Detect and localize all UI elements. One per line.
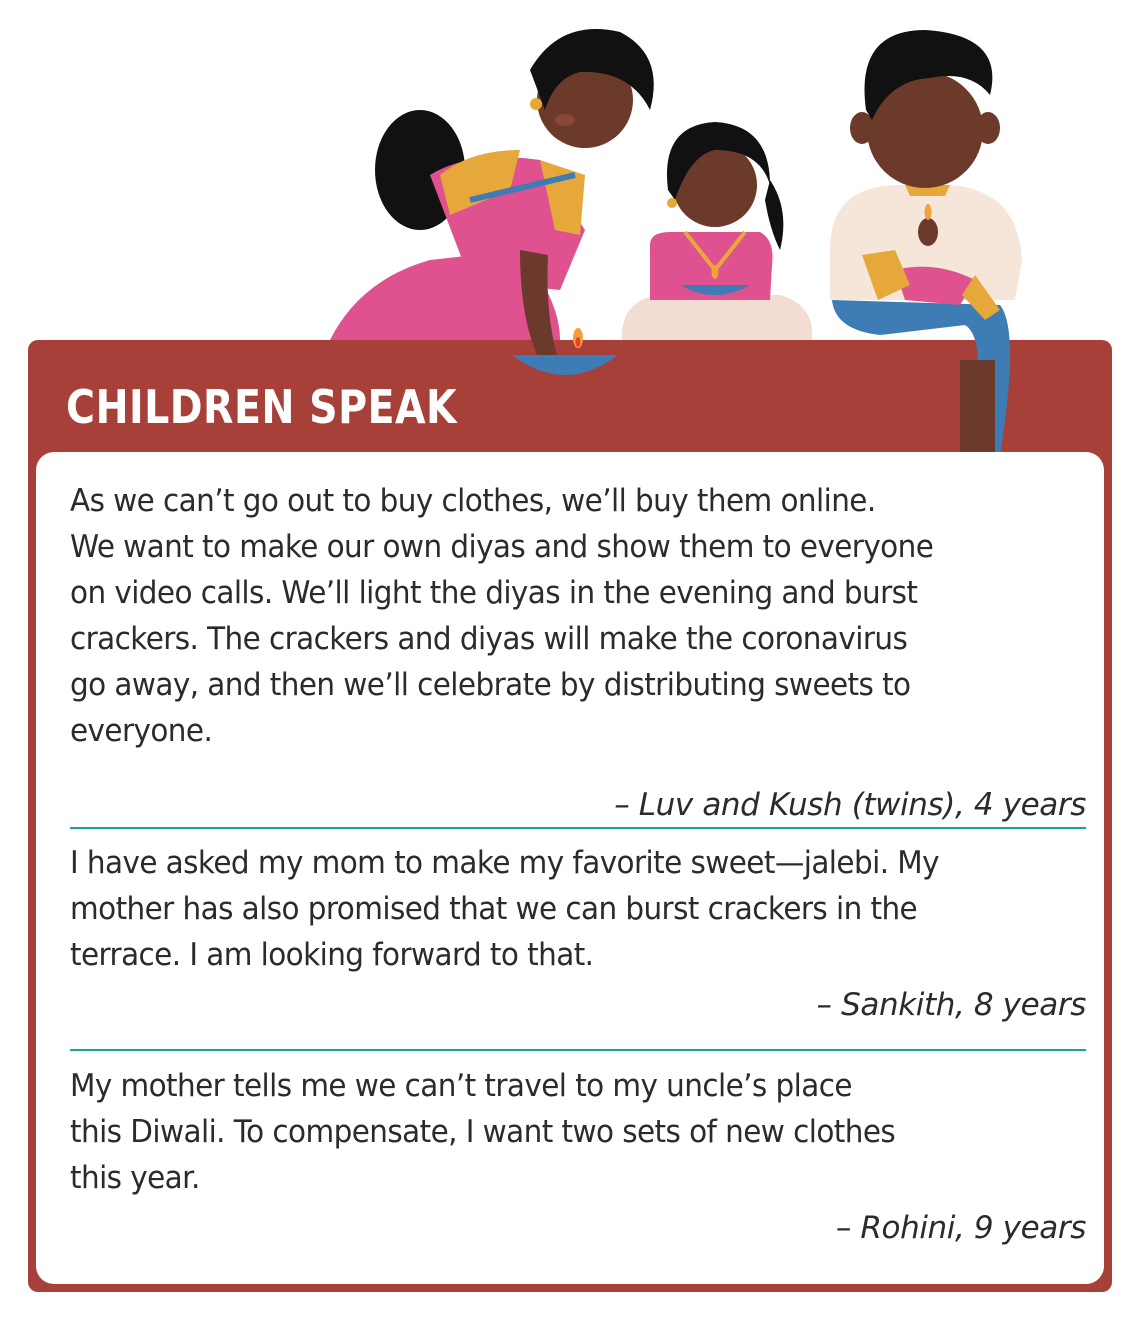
quotes-card bbox=[36, 452, 1104, 1284]
quote-author: – Luv and Kush (twins), 4 years bbox=[614, 787, 1086, 823]
mother-figure bbox=[330, 29, 654, 370]
quote-text: My mother tells me we can’t travel to my uncle’s place this Diwali. To compensate, I want two sets of new clothes this year. bbox=[70, 1068, 896, 1196]
girl-figure bbox=[622, 122, 812, 340]
quote-sankith bbox=[70, 840, 1086, 1023]
quote-luv-kush bbox=[70, 478, 1086, 823]
quote-rohini bbox=[70, 1063, 1086, 1246]
panel-heading: CHILDREN SPEAK bbox=[66, 380, 458, 434]
boy-figure bbox=[830, 30, 1022, 455]
quote-divider bbox=[70, 827, 1086, 829]
quote-author: – Sankith, 8 years bbox=[816, 987, 1086, 1023]
quote-author: – Rohini, 9 years bbox=[835, 1210, 1086, 1246]
family-lighting-diyas-illustration bbox=[300, 0, 1030, 460]
quote-divider bbox=[70, 1049, 1086, 1051]
quote-text: As we can’t go out to buy clothes, we’ll buy them online. We want to make our own diyas and show them to everyone on video calls. We’ll light the diyas in the evening and burst crackers. The crackers and diyas will make the coronavirus go away, and then we’ll celebrate by distributing sweets to everyone. bbox=[70, 483, 934, 749]
quote-text: I have asked my mom to make my favorite sweet—jalebi. My mother has also promised that we can burst crackers in the terrace. I am looking forward to that. bbox=[70, 845, 939, 973]
